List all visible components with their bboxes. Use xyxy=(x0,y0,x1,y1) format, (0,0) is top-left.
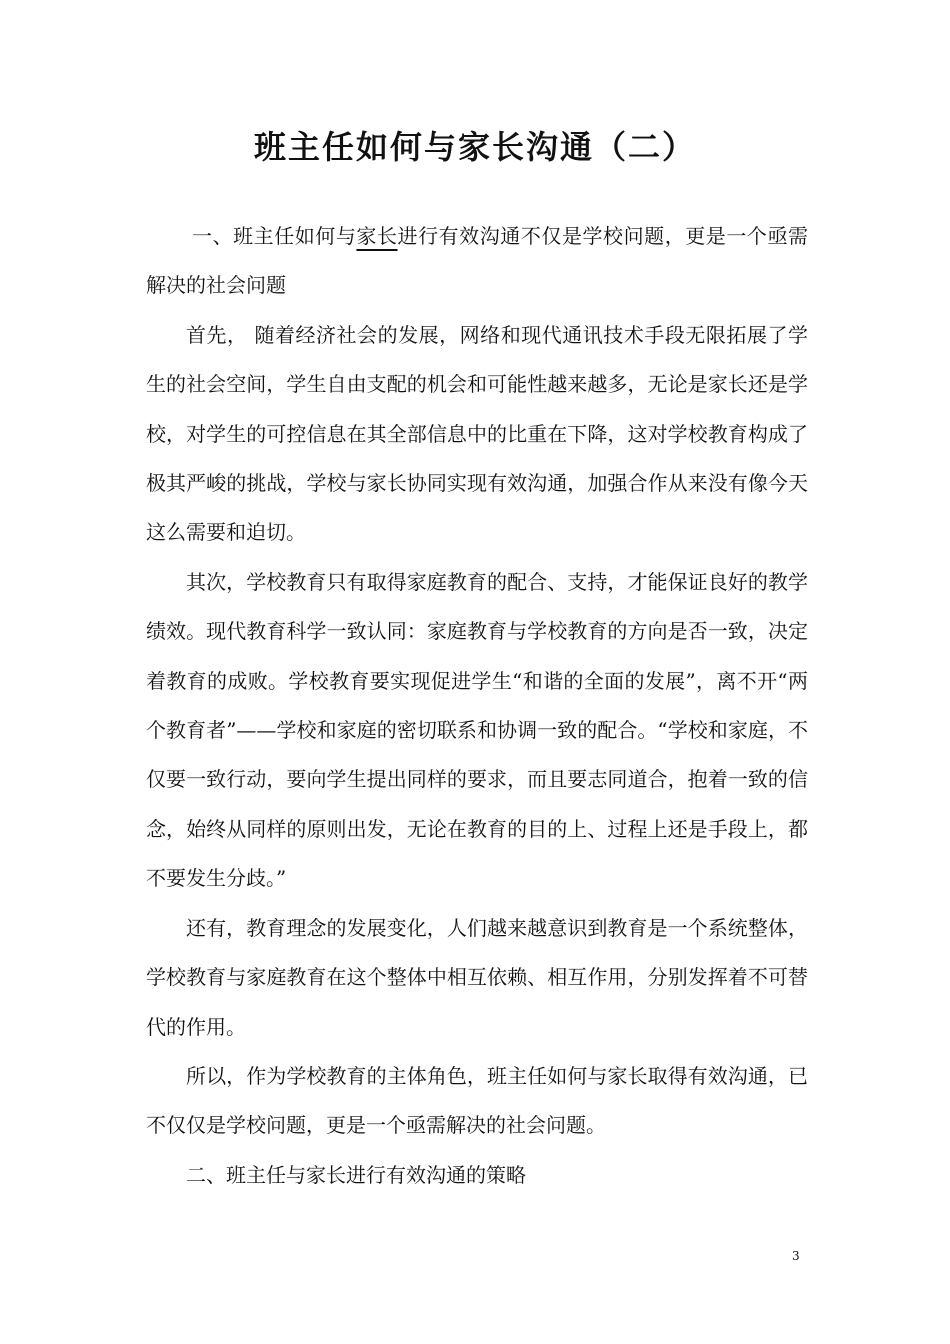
paragraph-fourth: 所以，作为学校教育的主体角色，班主任如何与家长取得有效沟通，已不仅仅是学校问题，更是一个亟需解决的社会问题。 xyxy=(146,1063,808,1138)
section-heading-1 xyxy=(146,212,808,311)
paragraph-first: 首先， 随着经济社会的发展，网络和现代通讯技术手段无限拓展了学生的社会空间，学生自由支配的机会和可能性越来越多，无论是家长还是学校，对学生的可控信息在其全部信息中的比重在下降，这对学校教育构成了极其严峻的挑战，学校与家长协同实现有效沟通，加强合作从来没有像今天这么需要和迫切。 xyxy=(146,322,808,545)
section-heading-1-end: 进行有效沟通不仅是学校问题，更是一个亟需解决的社会问题 xyxy=(146,224,809,298)
underlined-term: 家长 xyxy=(356,224,398,248)
section-heading-2: 二、班主任与家长进行有效沟通的策略 xyxy=(186,1162,526,1187)
page-number: 3 xyxy=(792,1249,800,1263)
paragraph-third: 还有，教育理念的发展变化，人们越来越意识到教育是一个系统整体，学校教育与家庭教育在这个整体中相互依赖、相互作用，分别发挥着不可替代的作用。 xyxy=(146,915,808,1039)
document-title: 班主任如何与家长沟通（二） xyxy=(253,128,696,167)
paragraph-second: 其次，学校教育只有取得家庭教育的配合、支持，才能保证良好的教学绩效。现代教育科学一致认同：家庭教育与学校教育的方向是否一致，决定着教育的成败。学校教育要实现促进学生“和谐的全面的发展”，离不开“两个教育者”——学校和家庭的密切联系和协调一致的配合。“学校和家庭，不仅要一致行动，要向学生提出同样的要求，而且要志同道合，抱着一致的信念，始终从同样的原则出发，无论在教育的目的上、过程上还是手段上，都不要发生分歧。” xyxy=(146,569,808,891)
document-body xyxy=(146,212,808,1200)
section-heading-1-start: 一、班主任如何与 xyxy=(192,224,357,248)
